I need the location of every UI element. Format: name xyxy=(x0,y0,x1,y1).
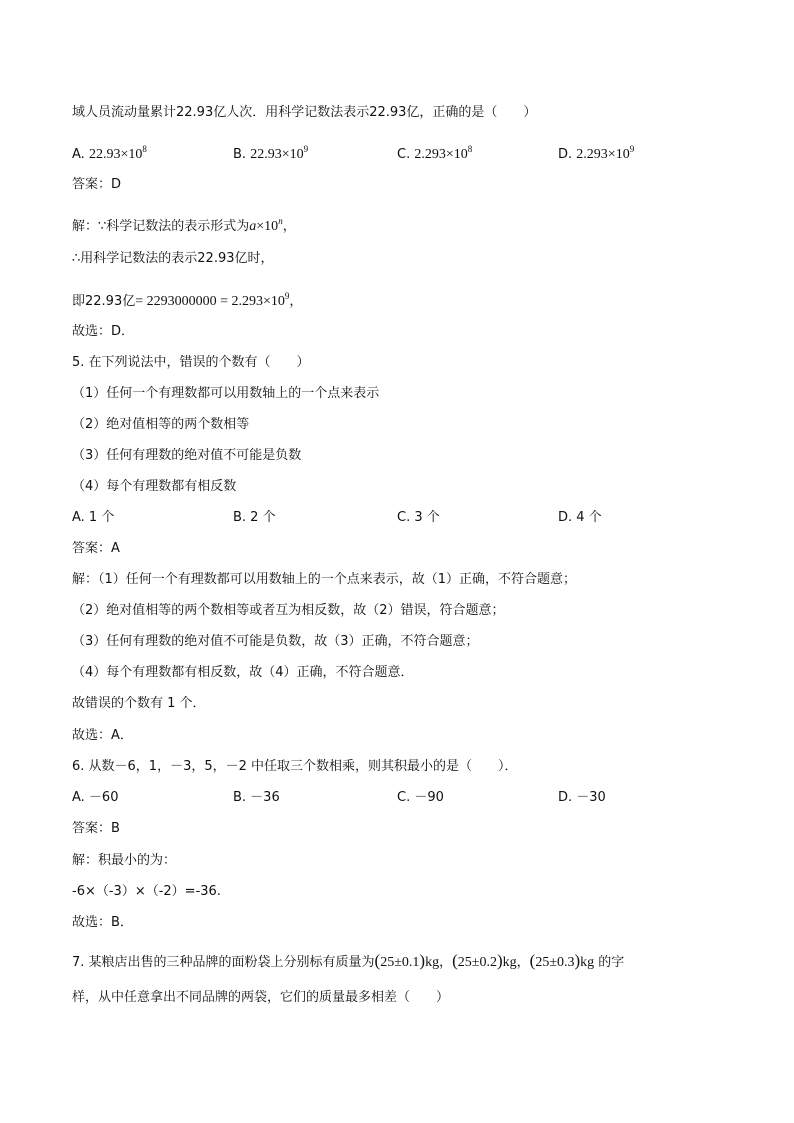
q6-answer: 答案：B xyxy=(72,821,120,836)
q5-solution-line-4: （4）每个有理数都有相反数，故（4）正确，不符合题意． xyxy=(72,665,414,680)
q5-option-d: D. 4 个 xyxy=(558,510,602,525)
q5-statement-2: （2）绝对值相等的两个数相等 xyxy=(72,417,250,432)
q6-conclusion: 故选：B． xyxy=(72,915,133,930)
q4-option-c: C. $2.293\times 10^8$ xyxy=(397,144,473,162)
q6-solution-line-2: -6×（-3）×（-2）=-36. xyxy=(72,884,221,899)
q4-option-d: D. $2.293\times 10^9$ xyxy=(558,144,635,162)
q5-conclusion: 故选：A． xyxy=(72,728,133,743)
q4-option-a: A. $22.93\times 10^8$ xyxy=(72,144,147,162)
q5-statement-1: （1）任何一个有理数都可以用数轴上的一个点来表示 xyxy=(72,386,380,401)
q6-stem: 6. 从数－6，1，－3，5，－2 中任取三个数相乘，则其积最小的是（ ）． xyxy=(72,759,518,774)
q5-solution-line-5: 故错误的个数有 1 个． xyxy=(72,696,206,711)
q6-solution-line-1: 解：积最小的为： xyxy=(72,853,177,868)
q5-option-a: A. 1 个 xyxy=(72,510,115,525)
q5-stem: 5. 在下列说法中，错误的个数有（ ） xyxy=(72,355,310,370)
q6-option-b: B. －36 xyxy=(233,790,280,805)
q4-option-b: B. $22.93\times 10^9$ xyxy=(233,144,309,162)
q5-option-c: C. 3 个 xyxy=(397,510,440,525)
q6-option-a: A. －60 xyxy=(72,790,119,805)
q4-conclusion: 故选：D． xyxy=(72,324,135,339)
q7-stem-line-2: 样，从中任意拿出不同品牌的两袋，它们的质量最多相差（ ） xyxy=(72,990,450,1005)
q6-option-c: C. －90 xyxy=(397,790,444,805)
q5-answer: 答案：A xyxy=(72,541,120,556)
q5-statement-3: （3）任何有理数的绝对值不可能是负数 xyxy=(72,448,302,463)
q5-statement-4: （4）每个有理数都有相反数 xyxy=(72,479,237,494)
q4-stem: 域人员流动量累计22.93亿人次．用科学记数法表示22.93亿，正确的是（ ） xyxy=(72,105,537,120)
q5-option-b: B. 2 个 xyxy=(233,510,276,525)
q4-solution-line-2: ∴用科学记数法的表示22.93亿时， xyxy=(72,251,274,266)
q6-option-d: D. －30 xyxy=(558,790,606,805)
q5-solution-line-3: （3）任何有理数的绝对值不可能是负数，故（3）正确，不符合题意； xyxy=(72,634,479,649)
q4-solution-line-1: 解：∵科学记数法的表示形式为$a\times 10^n$， xyxy=(72,216,296,234)
q5-solution-line-2: （2）绝对值相等的两个数相等或者互为相反数，故（2）错误，符合题意； xyxy=(72,603,505,618)
q4-solution-line-3: 即22.93亿= $2293000000 = 2.293\times 10^9$， xyxy=(72,291,303,309)
q4-answer: 答案：D xyxy=(72,177,122,192)
q7-stem: 7. 某粮店出售的三种品牌的面粉袋上分别标有质量为(25±0.1)kg，(25±0.2)kg，(25±0.3)kg 的字 xyxy=(72,951,625,970)
q5-solution-line-1: 解：（1）任何一个有理数都可以用数轴上的一个点来表示，故（1）正确，不符合题意； xyxy=(72,572,577,587)
